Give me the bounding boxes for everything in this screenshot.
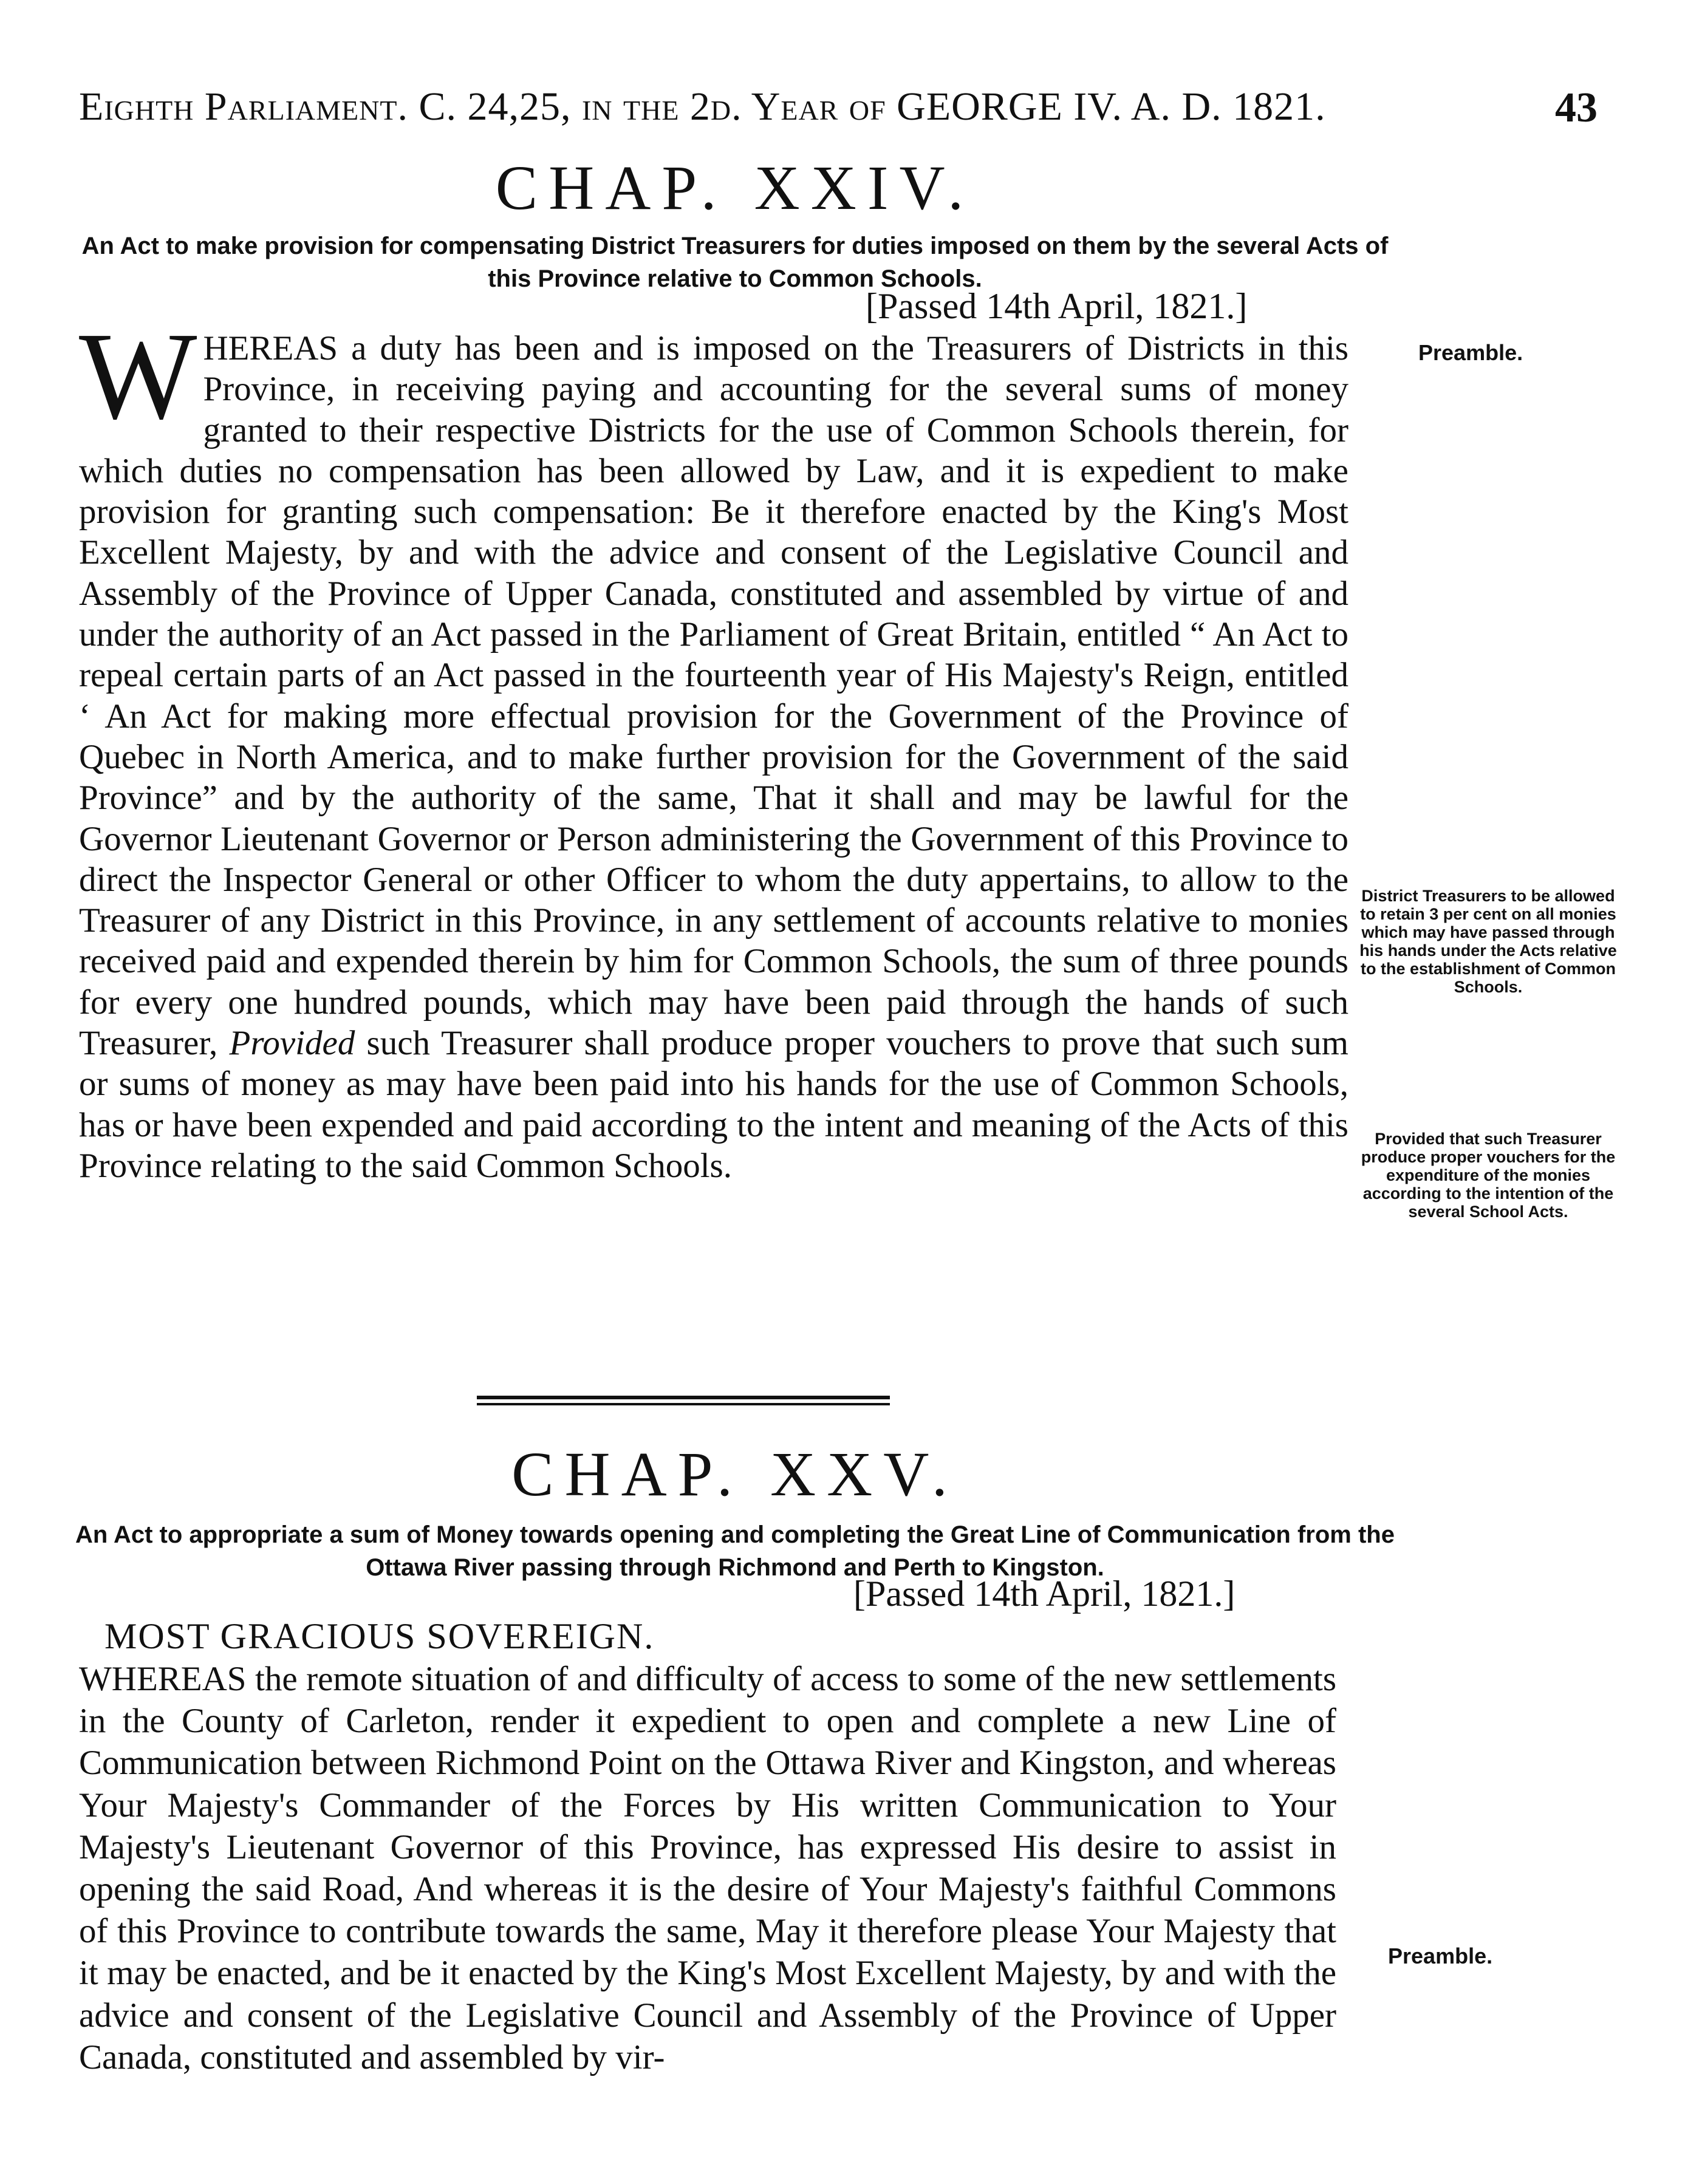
section-divider bbox=[477, 1396, 890, 1405]
margin-note-vouchers: Provided that such Treasurer produce proper vouchers for the expenditure of the monies according to the intention of the several School Acts. bbox=[1361, 1130, 1616, 1221]
chapter-24-body-text: HEREAS a duty has been and is imposed on the Treasurers of Districts in this Province, in receiving paying and accounting for the several sums of money granted to their respective Districts for the use of Common Schools therein, for which duties no compensation has been allowed by Law, and it is expedient to make provision for granting such compensation: Be it therefore enacted by the King's Most Excellent Majesty, by and with the advice and consent of the Legislative Council and Assembly of the Province of Upper Canada, constituted and assembled by virtue of and under the authority of an Act passed in the Parliament of Great Britain, entitled “ An Act to repeal certain parts of an Act passed in the fourteenth year of His Majesty's Reign, entitled ‘ An Act for making more effectual provision for the Government of the Province of Quebec in North America, and to make further provision for the Government of the said Province” and by the authority of the same, That it shall and may be lawful for the Governor Lieutenant Governor or Person administering the Government of this Province to direct the Inspector General or other Officer to whom the duty appertains, to allow to the Treasurer of any District in this Province, in any settlement of accounts relative to monies received paid and expended therein by him for Common Schools, the sum of three pounds for every one hundred pounds, which may have been paid through the hands of such Treasurer, bbox=[79, 329, 1348, 1063]
chapter-24-heading: CHAP. XXIV. bbox=[495, 153, 975, 223]
chapter-25-passed-date: [Passed 14th April, 1821.] bbox=[853, 1574, 1235, 1614]
chapter-25-title: An Act to appropriate a sum of Money towards opening and completing the Great Line of Communication from the Ottawa River passing through Richmond and Perth to Kingston. bbox=[75, 1521, 1395, 1581]
margin-note-preamble-24: Preamble. bbox=[1418, 340, 1523, 365]
chapter-24-body-end: such Treasurer shall produce proper vouchers to prove that such sum or sums of money as may have been paid into his hands for the use of Common Schools, has or have been expended and paid according to the intent and meaning of the Acts of this Province relating to the said Common Schools. bbox=[79, 1024, 1349, 1185]
chapter-24-title: An Act to make provision for compensating District Treasurers for duties imposed on them by the several Acts of this Province relative to Common Schools. bbox=[81, 233, 1389, 292]
chapter-24-passed-date: [Passed 14th April, 1821.] bbox=[866, 286, 1248, 326]
salutation: MOST GRACIOUS SOVEREIGN. bbox=[104, 1616, 655, 1656]
drop-cap: W bbox=[79, 306, 197, 445]
divider-line-bottom bbox=[477, 1403, 890, 1405]
chapter-25-heading: CHAP. XXV. bbox=[511, 1439, 959, 1509]
margin-note-treasurers-allowance: District Treasurers to be allowed to retain 3 per cent on all monies which may have passed through his hands under the Acts relative to the establishment of Common Schools. bbox=[1359, 887, 1617, 996]
chapter-25-body: WHEREAS the remote situation of and difficulty of access to some of the new settlements in the County of Carleton, render it expedient to open and complete a new Line of Communication between Richmond Point on the Ottawa River and Kingston, and whereas Your Majesty's Commander of the Forces by His written Communication to Your Majesty's Lieutenant Governor of this Province, has expressed His desire to assist in opening the said Road, And whereas it is the desire of Your Majesty's faithful Commons of this Province to contribute towards the same, May it therefore please Your Majesty that it may be enacted, and be it enacted by the King's Most Excellent Majesty, by and with the advice and consent of the Legislative Council and Assembly of the Province of Upper Canada, constituted and assembled by vir- bbox=[79, 1660, 1336, 2077]
margin-note-preamble-25: Preamble. bbox=[1388, 1943, 1493, 1968]
running-head: Eighth Parliament. C. 24,25, in the 2d. Year of GEORGE IV. A. D. 1821. bbox=[79, 84, 1326, 129]
provided-word: Provided bbox=[229, 1024, 355, 1063]
page-number: 43 bbox=[1555, 84, 1598, 131]
